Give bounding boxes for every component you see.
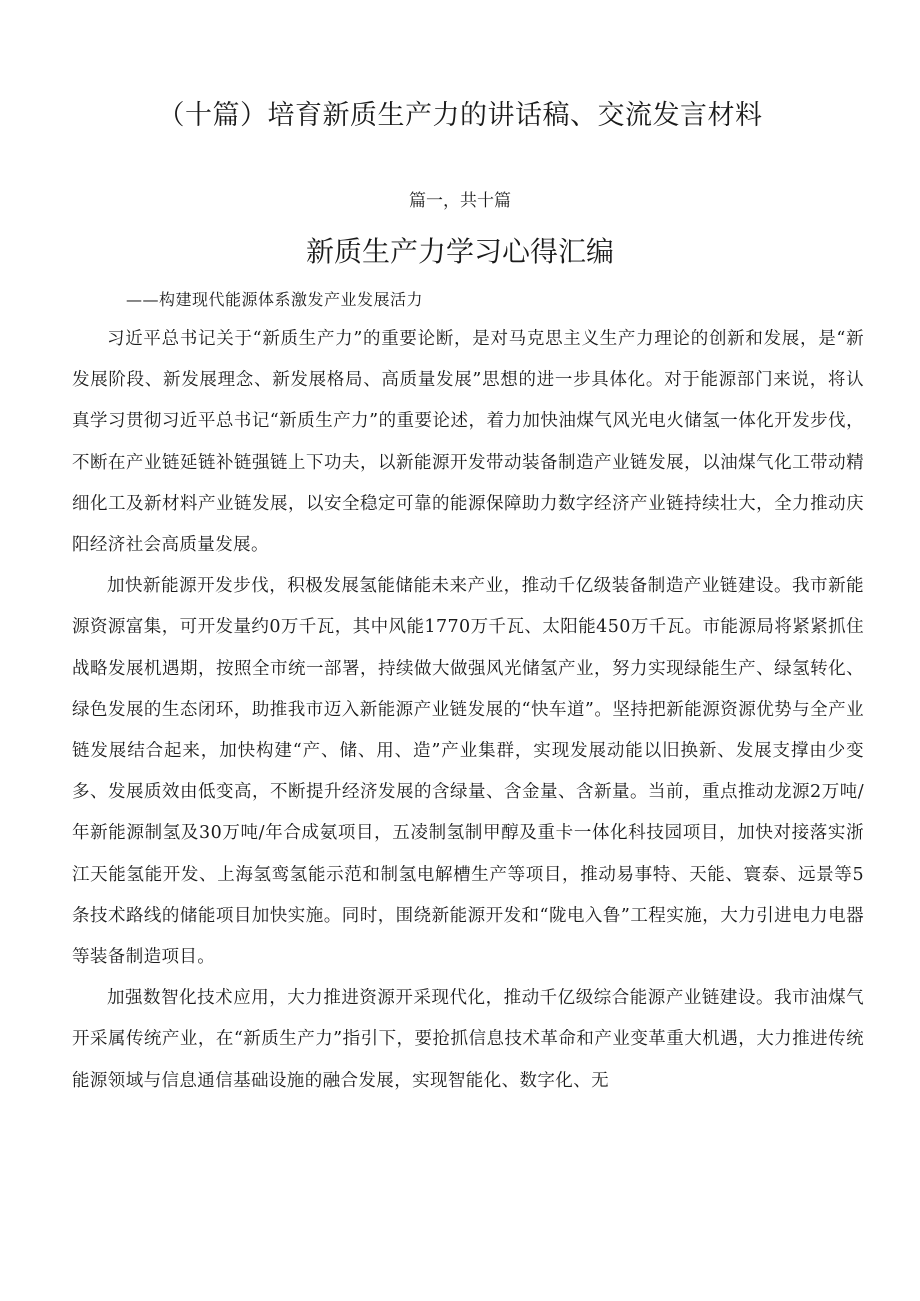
section-title: 新质生产力学习心得汇编 <box>305 235 614 268</box>
part-label: 篇一，共十篇 <box>409 191 511 211</box>
document-title: （十篇）培育新质生产力的讲话稿、交流发言材料 <box>157 100 763 131</box>
section-subtitle: ——构建现代能源体系激发产业发展活力 <box>126 290 424 309</box>
paragraph: 习近平总书记关于“新质生产力”的重要论断，是对马克思主义生产力理论的创新和发展，是“新发展阶段、新发展理念、新发展格局、高质量发展”思想的进一步具体化。对于能源部门来说，将认真学习贯彻习近平总书记“新质生产力”的重要论述，着力加快油煤气风光电火储氢一体化开发步伐，不断在产业链延链补链强链上下功夫，以新能源开发带动装备制造产业链发展，以油煤气化工带动精细化工及新材料产业链发展，以安全稳定可靠的能源保障助力数字经济产业链持续壮大，全力推动庆阳经济社会高质量发展。 <box>72 329 864 556</box>
document-body <box>72 319 864 1102</box>
paragraph: 加强数智化技术应用，大力推进资源开采现代化，推动千亿级综合能源产业链建设。我市油煤气开采属传统产业，在“新质生产力”指引下，要抢抓信息技术革命和产业变革重大机遇，大力推进传统能源领域与信息通信基础设施的融合发展，实现智能化、数字化、无 <box>72 988 864 1091</box>
paragraph: 加快新能源开发步伐，积极发展氢能储能未来产业，推动千亿级装备制造产业链建设。我市新能源资源富集，可开发量约0万千瓦，其中风能1770万千瓦、太阳能450万千瓦。市能源局将紧紧抓住战略发展机遇期，按照全市统一部署，持续做大做强风光储氢产业，努力实现绿能生产、绿氢转化、绿色发展的生态闭环，助推我市迈入新能源产业链发展的“快车道”。坚持把新能源资源优势与全产业链发展结合起来，加快构建“产、储、用、造”产业集群，实现发展动能以旧换新、发展支撑由少变多、发展质效由低变高，不断提升经济发展的含绿量、含金量、含新量。当前，重点推动龙源2万吨/年新能源制氢及30万吨/年合成氨项目，五凌制氢制甲醇及重卡一体化科技园项目，加快对接落实浙江天能氢能开发、上海氢鸾氢能示范和制氢电解槽生产等项目，推动易事特、天能、寰泰、远景等5条技术路线的储能项目加快实施。同时，围绕新能源开发和“陇电入鲁”工程实施，大力引进电力电器等装备制造项目。 <box>72 576 864 968</box>
